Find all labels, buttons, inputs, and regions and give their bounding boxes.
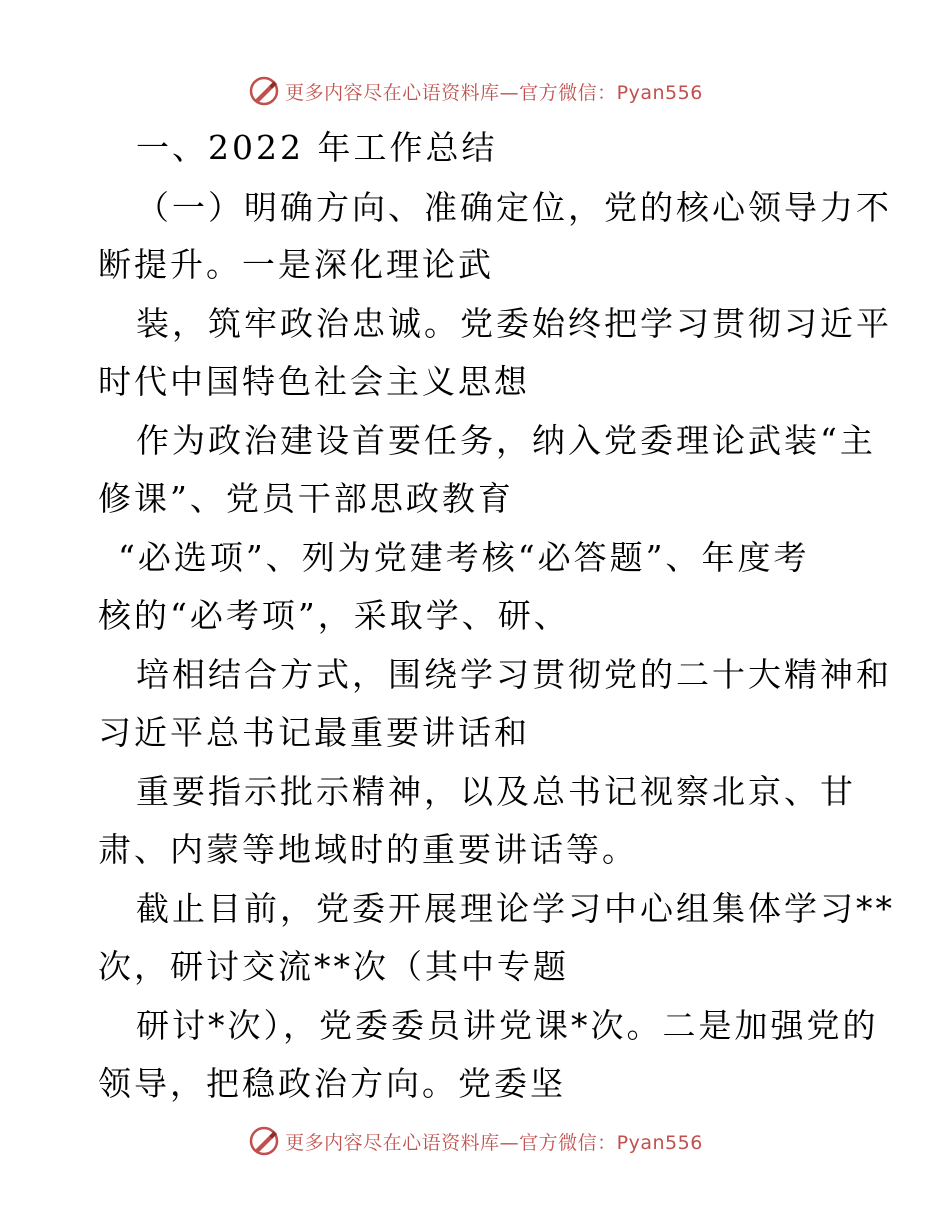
paragraph-line: （一）明确方向、准确定位，党的核心领导力不 (136, 188, 892, 227)
paragraph-line: 截止目前，党委开展理论学习中心组集体学习** (136, 889, 895, 928)
paragraph-line: 研讨*次），党委委员讲党课*次。二是加强党的 (136, 1006, 879, 1045)
footer-watermark-text: 更多内容尽在心语资料库—官方微信：Pyan556 (285, 1131, 703, 1154)
paragraph-line: 时代中国特色社会主义思想 (98, 362, 530, 401)
paragraph-line: 重要指示批示精神，以及总书记视察北京、甘 (136, 772, 856, 811)
header-watermark-text: 更多内容尽在心语资料库—官方微信：Pyan556 (285, 81, 703, 104)
paragraph-line: 作为政治建设首要任务，纳入党委理论武装“主 (136, 421, 876, 460)
paragraph-line: “必选项”、列为党建考核“必答题”、年度考 (118, 538, 810, 577)
paragraph-line: 核的“必考项”，采取学、研、 (98, 596, 570, 635)
paragraph-line: 次，研讨交流**次（其中专题 (98, 947, 569, 986)
paragraph-line: 习近平总书记最重要讲话和 (98, 713, 530, 752)
paragraph-line: 肃、内蒙等地域时的重要讲话等。 (98, 830, 638, 869)
section-heading: 一、2022 年工作总结 (136, 128, 498, 167)
header-watermark-banner (0, 71, 950, 111)
pen-logo-icon (247, 74, 281, 108)
paragraph-line: 修课”、党员干部思政教育 (98, 479, 514, 518)
paragraph-line: 断提升。一是深化理论武 (98, 245, 494, 284)
paragraph-line: 领导，把稳政治方向。党委坚 (98, 1064, 566, 1103)
pen-logo-icon (247, 1124, 281, 1158)
paragraph-line: 培相结合方式，围绕学习贯彻党的二十大精神和 (136, 655, 892, 694)
paragraph-line: 装，筑牢政治忠诚。党委始终把学习贯彻习近平 (136, 304, 892, 343)
footer-watermark-banner (0, 1121, 950, 1161)
